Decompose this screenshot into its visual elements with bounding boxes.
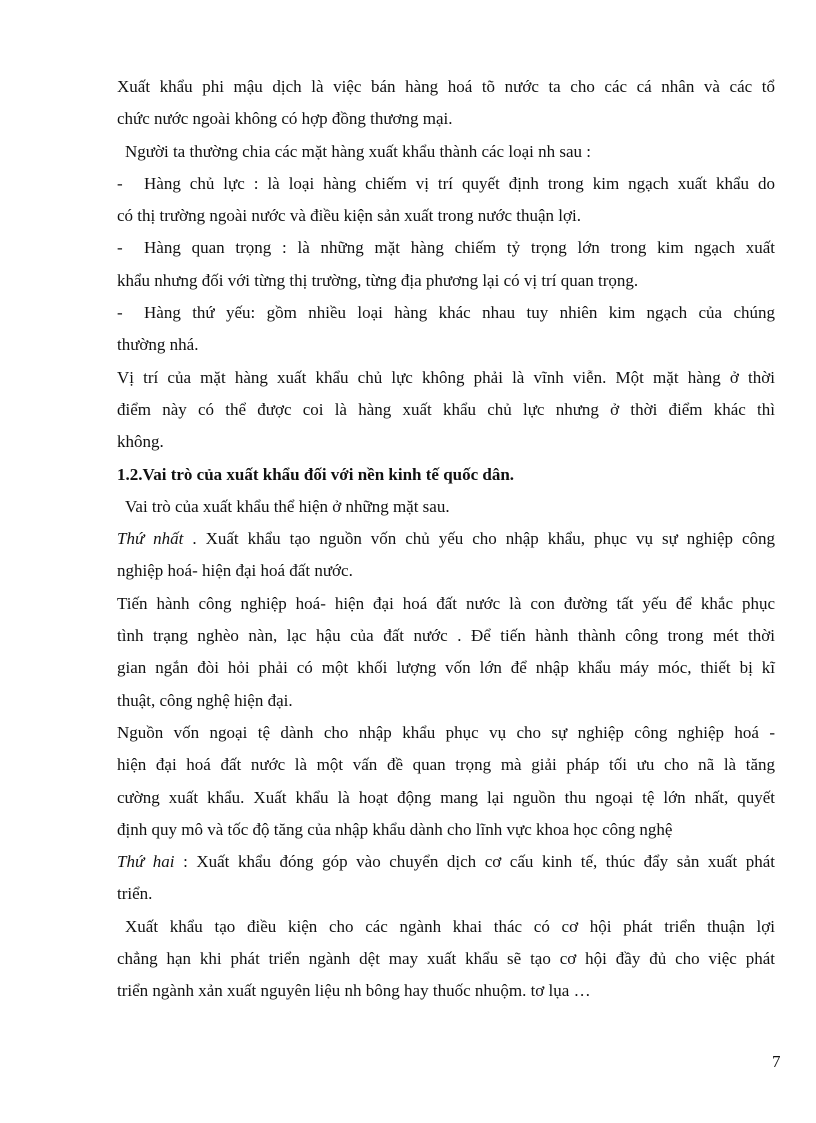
paragraph-line: Nguồn vốn ngoại tệ dành cho nhập khẩu phục vụ cho sự nghiệp công nghiệp hoá -	[117, 722, 775, 742]
paragraph-line: Tiến hành công nghiệp hoá- hiện đại hoá đất nước là con đường tất yếu để khắc phục	[117, 593, 775, 613]
paragraph-line: thường nhá.	[117, 335, 199, 355]
paragraph-line: triển.	[117, 884, 153, 904]
paragraph-line: không.	[117, 432, 164, 452]
bullet-item	[117, 232, 775, 264]
bullet-dash: -	[117, 238, 123, 258]
paragraph-line: định quy mô và tốc độ tăng của nhập khẩu dành cho lĩnh vực khoa học công nghệ	[117, 819, 673, 839]
emphasis-label: Thứ nhất	[117, 529, 184, 549]
paragraph-line: triển ngành xản xuất nguyên liệu nh bông hay thuốc nhuộm. tơ lụa …	[117, 981, 591, 1001]
paragraph-line: Hàng thứ yếu: gồm nhiều loại hàng khác nhau tuy nhiên kim ngạch của chúng	[144, 303, 775, 323]
paragraph-line: nghiệp hoá- hiện đại hoá đất nước.	[117, 561, 353, 581]
paragraph-line: chức nước ngoài không có hợp đồng thương mại.	[117, 109, 453, 129]
paragraph-line: hiện đại hoá đất nước là một vấn đề quan trọng mà giải pháp tối ưu cho nã là tăng	[117, 755, 775, 775]
paragraph-line: Thứ nhất . Xuất khẩu tạo nguồn vốn chủ yếu cho nhập khẩu, phục vụ sự nghiệp công	[117, 529, 776, 549]
paragraph-line: khẩu nhưng đối với từng thị trường, từng địa phương lại có vị trí quan trọng.	[117, 270, 639, 290]
document-body	[117, 71, 775, 1008]
paragraph-line: Xuất khẩu phi mậu dịch là việc bán hàng hoá tõ nước ta cho các cá nhân và các tổ	[117, 77, 775, 96]
paragraph-line: tình trạng nghèo nàn, lạc hậu của đất nước . Để tiến hành thành công trong mét thời	[117, 626, 775, 646]
paragraph-line: Thứ hai : Xuất khẩu đóng góp vào chuyển dịch cơ cấu kinh tế, thúc đẩy sản xuất phát	[117, 852, 776, 872]
paragraph-line: Hàng chủ lực : là loại hàng chiếm vị trí quyết định trong kim ngạch xuất khẩu do	[144, 173, 775, 193]
paragraph-line: chẳng hạn khi phát triển ngành dệt may xuất khẩu sẽ tạo cơ hội đầy đủ cho việc phát	[117, 949, 775, 969]
page-number: 7	[772, 1052, 781, 1071]
paragraph-line: điểm này có thể được coi là hàng xuất khẩu chủ lực nhưng ở thời điểm khác thì	[117, 399, 775, 419]
bullet-item	[117, 297, 775, 329]
section-heading: 1.2.Vai trò của xuất khẩu đối với nền kinh tế quốc dân.	[117, 464, 515, 484]
paragraph-line: Vai trò của xuất khẩu thể hiện ở những mặt sau.	[125, 496, 450, 516]
bullet-item	[117, 168, 775, 200]
paragraph-line: thuật, công nghệ hiện đại.	[117, 690, 293, 710]
paragraph-line: có thị trường ngoài nước và điều kiện sản xuất trong nước thuận lợi.	[117, 206, 581, 226]
emphasis-label: Thứ hai	[117, 852, 175, 872]
paragraph-line: Hàng quan trọng : là những mặt hàng chiếm tỷ trọng lớn trong kim ngạch xuất	[144, 238, 775, 258]
paragraph-line: cường xuất khẩu. Xuất khẩu là hoạt động mang lại nguồn thu ngoại tệ lớn nhất, quyết	[117, 787, 775, 807]
paragraph-line: Xuất khẩu tạo điều kiện cho các ngành khai thác có cơ hội phát triển thuận lợi	[125, 916, 775, 936]
paragraph-line: Người ta thường chia các mặt hàng xuất khẩu thành các loại nh sau :	[125, 141, 591, 161]
paragraph-line: gian ngắn đòi hỏi phải có một khối lượng vốn lớn để nhập khẩu máy móc, thiết bị kĩ	[117, 658, 775, 678]
paragraph-line: Vị trí của mặt hàng xuất khẩu chủ lực không phải là vĩnh viễn. Một mặt hàng ở thời	[117, 367, 775, 387]
bullet-dash: -	[117, 173, 123, 193]
bullet-dash: -	[117, 303, 123, 323]
